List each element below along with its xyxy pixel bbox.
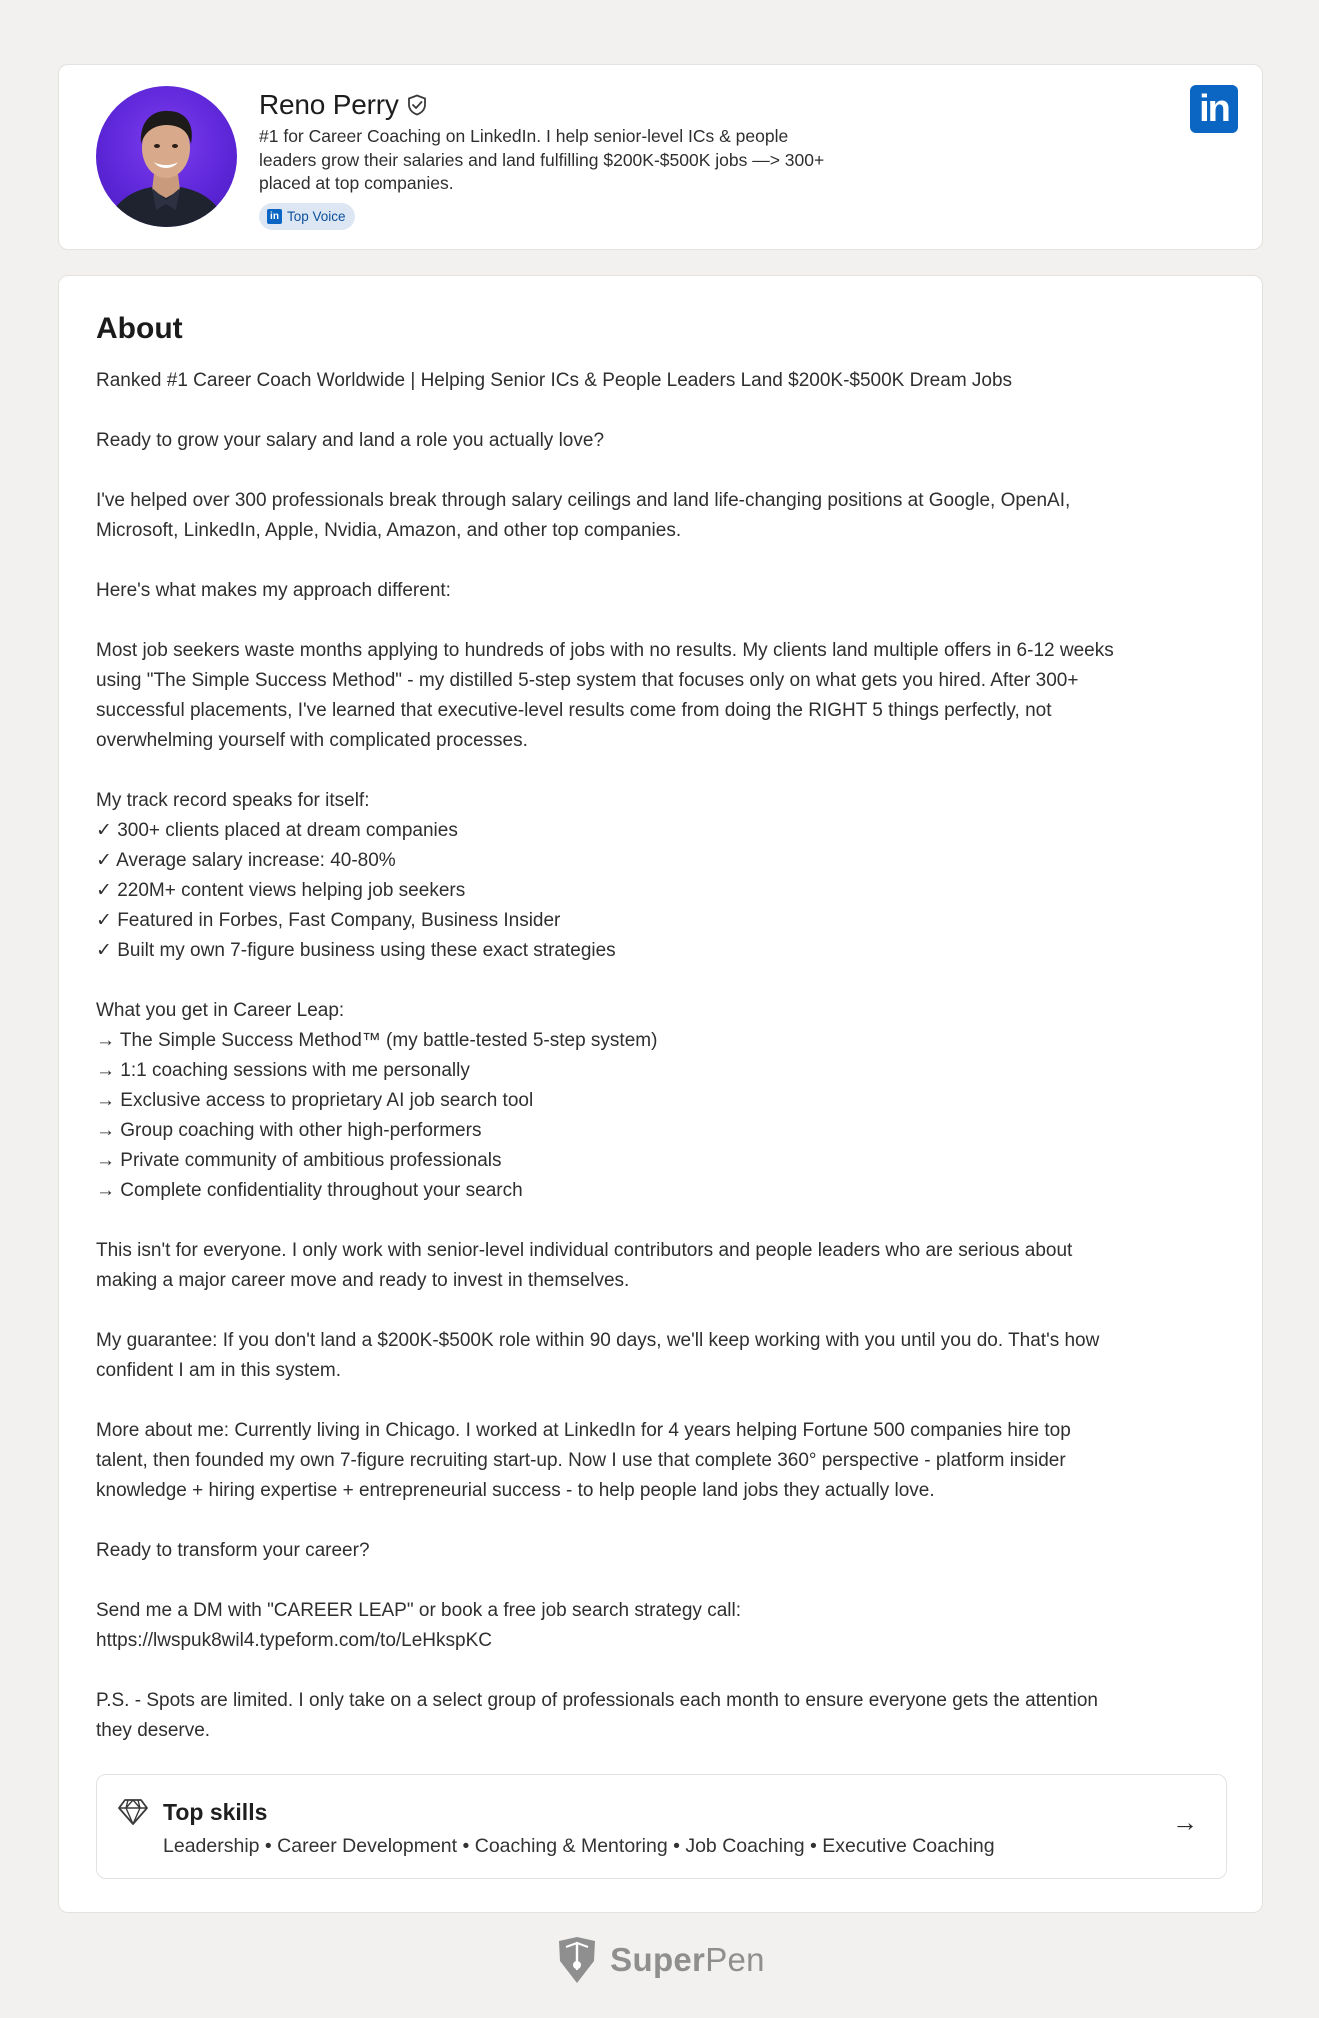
verified-shield-icon: [406, 94, 428, 116]
top-skills-list: Leadership • Career Development • Coaching & Mentoring • Job Coaching • Executive Coaching: [163, 1835, 995, 1857]
linkedin-small-icon: in: [267, 209, 282, 224]
profile-header-card: [58, 64, 1263, 250]
footer-brand-name: [610, 1941, 765, 1979]
name-row: [259, 89, 428, 121]
about-paragraph: I've helped over 300 professionals break through salary ceilings and land life-changing positions at Google, OpenAI, Microsoft, LinkedIn, Apple, Nvidia, Amazon, and other top companies.: [96, 490, 1071, 541]
about-paragraph: Send me a DM with "CAREER LEAP" or book a free job search strategy call: https://lwspuk8wil4.typeform.com/to/LeHkspKC: [96, 1600, 741, 1651]
linkedin-logo-icon[interactable]: in: [1190, 85, 1238, 133]
about-paragraph: What you get in Career Leap: → The Simple Success Method™ (my battle-tested 5-step system) → 1:1 coaching sessions with me personally → Exclusive access to proprietary AI job search tool → Group coaching with other high-performers → Private community of ambitious professionals → Complete confidentiality throughout your search: [96, 1000, 658, 1201]
superpen-logo-icon: [554, 1935, 600, 1985]
top-voice-badge[interactable]: [259, 203, 355, 230]
about-paragraph: P.S. - Spots are limited. I only take on a select group of professionals each month to ensure everyone gets the attention they deserve.: [96, 1690, 1098, 1741]
avatar[interactable]: [96, 86, 237, 227]
footer-brand-part1: Super: [610, 1941, 706, 1978]
diamond-icon: [117, 1797, 149, 1827]
profile-name[interactable]: Reno Perry: [259, 89, 399, 120]
profile-headline: #1 for Career Coaching on LinkedIn. I help senior-level ICs & people leaders grow their salaries and land fulfilling $200K-$500K jobs —> 300+ placed at top companies.: [259, 126, 825, 193]
about-paragraph: Here's what makes my approach different:: [96, 580, 451, 601]
about-paragraph: Most job seekers waste months applying to hundreds of jobs with no results. My clients land multiple offers in 6-12 weeks using "The Simple Success Method" - my distilled 5-step system that focuses only on what gets you hired. After 300+ successful placements, I've learned that executive-level results come from doing the RIGHT 5 things perfectly, not overwhelming yourself with complicated processes.: [96, 640, 1114, 751]
footer-brand-part2: Pen: [705, 1941, 765, 1978]
arrow-right-icon[interactable]: →: [1172, 1807, 1198, 1837]
about-paragraph: Ready to grow your salary and land a role you actually love?: [96, 430, 605, 451]
about-card: [58, 275, 1263, 1913]
top-skills-title: Top skills: [163, 1799, 268, 1825]
about-paragraph: More about me: Currently living in Chicago. I worked at LinkedIn for 4 years helping Fortune 500 companies hire top talent, then founded my own 7-figure recruiting start-up. Now I use that complete 360° perspective - platform insider knowledge + hiring expertise + entrepreneurial success - to help people land jobs they actually love.: [96, 1420, 1071, 1501]
about-paragraph: My track record speaks for itself: ✓ 300+ clients placed at dream companies ✓ Average salary increase: 40-80% ✓ 220M+ content views helping job seekers ✓ Featured in Forbes, Fast Company, Business Insider ✓ Built my own 7-figure business using these exact strategies: [96, 790, 616, 961]
about-title: About: [96, 312, 183, 345]
about-body: [96, 366, 1226, 1746]
footer-brand: [0, 1934, 1319, 1986]
badge-label: Top Voice: [287, 209, 346, 224]
about-paragraph: My guarantee: If you don't land a $200K-$500K role within 90 days, we'll keep working with you until you do. That's how confident I am in this system.: [96, 1330, 1100, 1381]
about-paragraph: Ready to transform your career?: [96, 1540, 370, 1561]
about-paragraph: This isn't for everyone. I only work with senior-level individual contributors and people leaders who are serious about making a major career move and ready to invest in themselves.: [96, 1240, 1073, 1291]
top-skills-box[interactable]: [96, 1774, 1227, 1879]
about-paragraph: Ranked #1 Career Coach Worldwide | Helping Senior ICs & People Leaders Land $200K-$500K Dream Jobs: [96, 370, 1013, 391]
